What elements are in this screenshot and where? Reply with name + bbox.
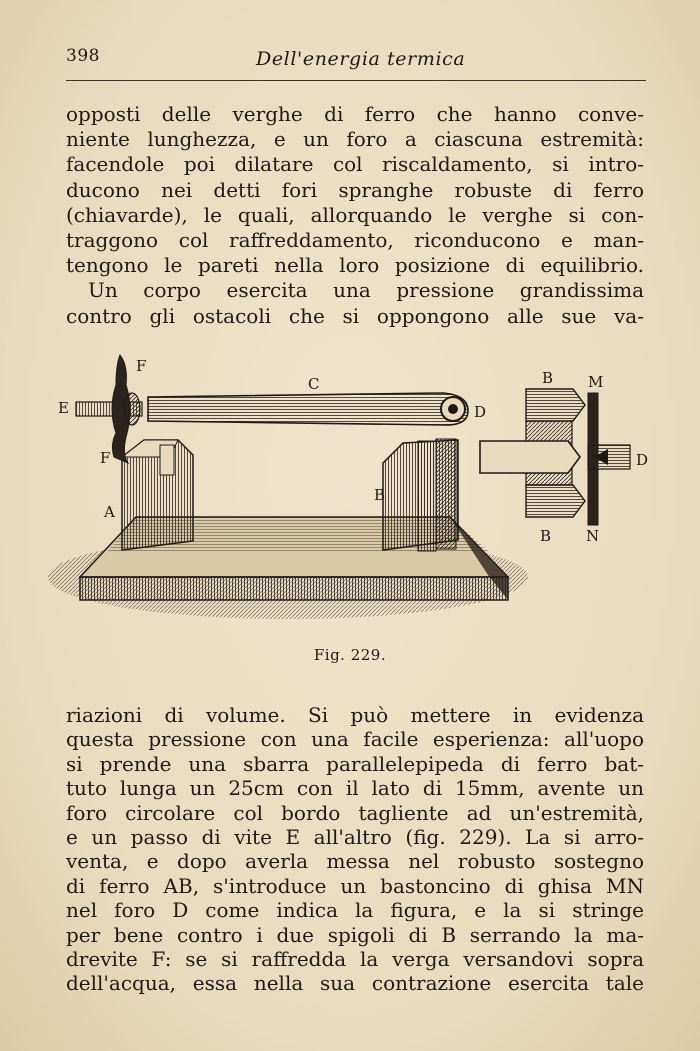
text-line: ducono nei detti fori spranghe robuste di ferro — [66, 177, 644, 202]
text-line: Un corpo esercita una pressione grandissima — [88, 278, 644, 303]
text-line: riazioni di volume. Si può mettere in evidenza — [66, 703, 644, 727]
running-head: Dell'energia termica — [256, 48, 466, 70]
support-a — [122, 440, 193, 550]
label-d-bar: D — [474, 403, 487, 421]
text-line: tuto lunga un 25cm con il lato di 15mm, avente un — [66, 776, 644, 801]
label-n: N — [586, 527, 600, 545]
figure-caption: Fig. 229. — [313, 646, 387, 664]
label-m: M — [588, 373, 604, 391]
figure-229-illustration — [48, 345, 658, 630]
screw-e-and-nut-f — [76, 355, 142, 463]
apparatus-drawing — [48, 345, 658, 630]
label-e: E — [58, 399, 69, 417]
text-line: drevite F: se si raffredda la verga versandovi sopra — [66, 947, 644, 972]
text-line: questa pressione con una facile esperienza: all'uopo — [66, 727, 644, 752]
label-b-support: B — [374, 486, 386, 504]
iron-bar-c — [148, 393, 468, 425]
text-line: per bene contro i due spigoli di B serrando la ma- — [66, 922, 644, 947]
text-line: traggono col raffreddamento, riconducono e man- — [66, 228, 644, 253]
text-line: dell'acqua, essa nella sua contrazione esercita tale — [66, 971, 644, 996]
text-line: foro circolare col bordo tagliente ad un'estremità, — [66, 800, 644, 825]
text-line: venta, e dopo averla messa nel robusto sostegno — [66, 849, 644, 874]
label-c: C — [308, 375, 320, 393]
text-line: e un passo di vite E all'altro (fig. 229). La si arro- — [66, 825, 644, 850]
label-f-top: F — [136, 357, 147, 375]
label-d-detail: D — [636, 451, 649, 469]
page-header — [66, 40, 646, 81]
text-line: (chiavarde), le quali, allorquando le verghe si con- — [66, 202, 644, 227]
detail-view-mn — [480, 389, 630, 525]
text-block-bottom — [66, 703, 644, 996]
label-a: A — [104, 503, 115, 521]
text-line: tengono le pareti nella loro posizione di equilibrio. — [66, 253, 644, 278]
text-line: si prende una sbarra parallelepipeda di ferro bat- — [66, 751, 644, 776]
label-b-top: B — [542, 369, 554, 387]
text-line: contro gli ostacoli che si oppongono alle sue va- — [66, 303, 644, 328]
support-b — [383, 439, 458, 551]
label-b-bottom: B — [540, 527, 552, 545]
label-f-left: F — [100, 449, 111, 467]
text-line: opposti delle verghe di ferro che hanno conve- — [66, 102, 644, 126]
page-number: 398 — [66, 46, 100, 66]
text-line: nel foro D come indica la figura, e la si stringe — [66, 898, 644, 923]
text-line: di ferro AB, s'introduce un bastoncino di ghisa MN — [66, 873, 644, 898]
text-line: niente lunghezza, e un foro a ciascuna estremità: — [66, 127, 644, 152]
text-line: facendole poi dilatare col riscaldamento, si intro- — [66, 152, 644, 177]
text-block-top — [66, 102, 644, 329]
